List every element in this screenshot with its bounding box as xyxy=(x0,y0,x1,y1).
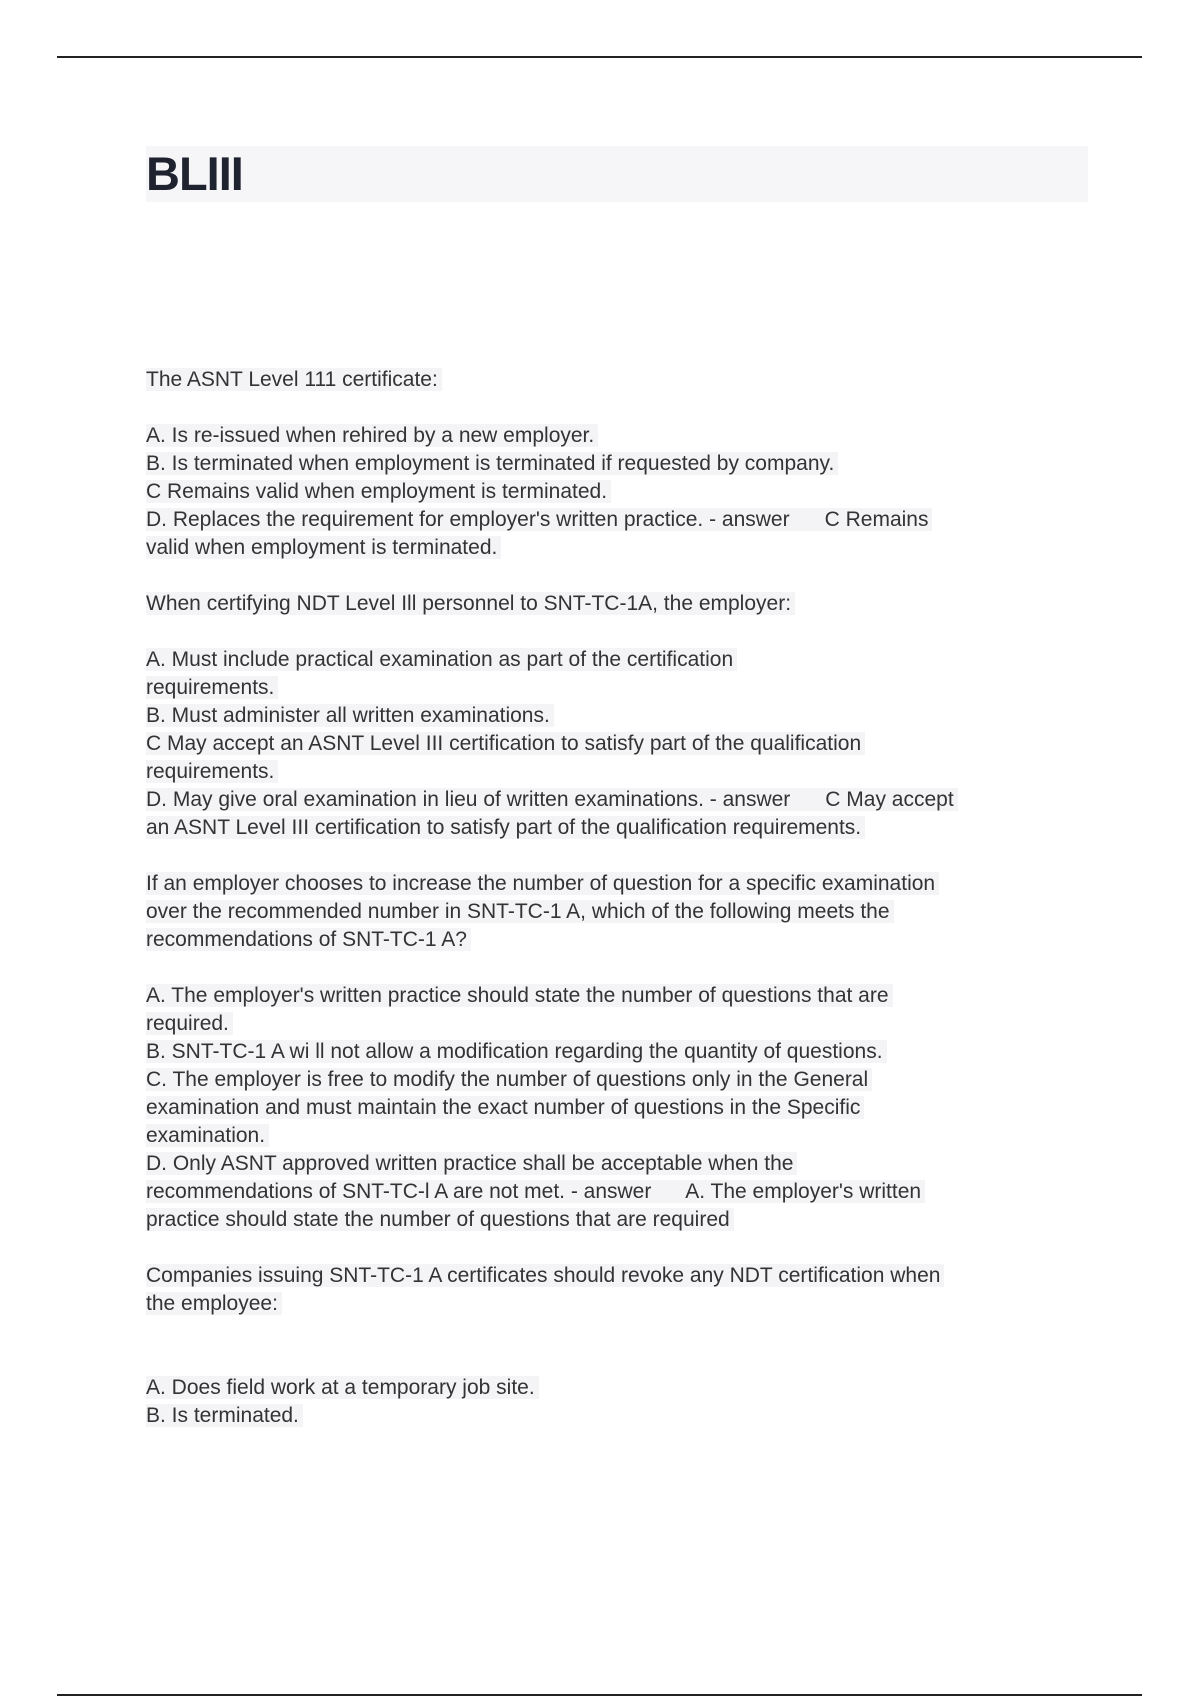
question-text xyxy=(146,870,1106,954)
text-line xyxy=(146,478,1106,506)
text-line xyxy=(146,1374,1106,1402)
text-line-content: A. The employer's written practice should state the number of questions that are xyxy=(146,984,893,1007)
text-line-content: over the recommended number in SNT-TC-1 A, which of the following meets the xyxy=(146,900,894,923)
text-line-content: The ASNT Level 111 certificate: xyxy=(146,368,442,391)
text-line xyxy=(146,702,1106,730)
text-line-content: practice should state the number of questions that are required xyxy=(146,1208,734,1231)
text-line-content: B. Is terminated. xyxy=(146,1404,303,1427)
text-line xyxy=(146,1178,1106,1206)
text-line xyxy=(146,898,1106,926)
answer-options xyxy=(146,1374,1106,1430)
bottom-rule xyxy=(57,1694,1142,1696)
text-line-content: C Remains valid when employment is terminated. xyxy=(146,480,611,503)
text-line-content: examination and must maintain the exact number of questions in the Specific xyxy=(146,1096,864,1119)
text-line xyxy=(146,1038,1106,1066)
question-text xyxy=(146,366,1106,394)
top-rule xyxy=(57,56,1142,58)
text-line xyxy=(146,646,1106,674)
text-line-content: A. Must include practical examination as part of the certification xyxy=(146,648,737,671)
text-line-content: When certifying NDT Level Ill personnel to SNT-TC-1A, the employer: xyxy=(146,592,795,615)
text-line xyxy=(146,1206,1106,1234)
text-line xyxy=(146,870,1106,898)
text-line xyxy=(146,1150,1106,1178)
text-line-content: C. The employer is free to modify the number of questions only in the General xyxy=(146,1068,872,1091)
question-text xyxy=(146,1262,1106,1318)
text-line-content: the employee: xyxy=(146,1292,282,1315)
text-line-content: Companies issuing SNT-TC-1 A certificates should revoke any NDT certification when xyxy=(146,1264,944,1287)
text-line xyxy=(146,674,1106,702)
text-line-content: D. May give oral examination in lieu of written examinations. - answer C May accept xyxy=(146,788,958,811)
text-line xyxy=(146,758,1106,786)
text-line-content: recommendations of SNT-TC-l A are not met. - answer A. The employer's written xyxy=(146,1180,925,1203)
text-line-content: D. Replaces the requirement for employer's written practice. - answer C Remains xyxy=(146,508,932,531)
text-line-content: valid when employment is terminated. xyxy=(146,536,501,559)
text-line-content: If an employer chooses to increase the number of question for a specific examination xyxy=(146,872,939,895)
text-line xyxy=(146,1122,1106,1150)
text-line xyxy=(146,534,1106,562)
text-line xyxy=(146,1290,1106,1318)
text-line xyxy=(146,450,1106,478)
text-line xyxy=(146,982,1106,1010)
text-line-content: C May accept an ASNT Level III certification to satisfy part of the qualification xyxy=(146,732,865,755)
text-line xyxy=(146,1402,1106,1430)
text-line xyxy=(146,786,1106,814)
text-line xyxy=(146,1094,1106,1122)
answer-options xyxy=(146,646,1106,842)
text-line xyxy=(146,422,1106,450)
text-line xyxy=(146,926,1106,954)
title-background xyxy=(146,146,1088,202)
question-text xyxy=(146,590,1106,618)
text-line-content: B. SNT-TC-1 A wi ll not allow a modification regarding the quantity of questions. xyxy=(146,1040,887,1063)
document-body xyxy=(146,366,1106,1458)
answer-options xyxy=(146,982,1106,1234)
text-line-content: an ASNT Level III certification to satisfy part of the qualification requirements. xyxy=(146,816,865,839)
text-line-content: A. Does field work at a temporary job site. xyxy=(146,1376,539,1399)
text-line-content: B. Is terminated when employment is terminated if requested by company. xyxy=(146,452,838,475)
text-line-content: requirements. xyxy=(146,676,278,699)
text-line-content: requirements. xyxy=(146,760,278,783)
answer-options xyxy=(146,422,1106,562)
document-title: BLIII xyxy=(146,147,243,200)
text-line xyxy=(146,1010,1106,1038)
text-line xyxy=(146,814,1106,842)
text-line-content: examination. xyxy=(146,1124,269,1147)
text-line xyxy=(146,730,1106,758)
text-line-content: recommendations of SNT-TC-1 A? xyxy=(146,928,471,951)
text-line xyxy=(146,506,1106,534)
text-line xyxy=(146,366,1106,394)
text-line-content: required. xyxy=(146,1012,233,1035)
text-line-content: D. Only ASNT approved written practice shall be acceptable when the xyxy=(146,1152,797,1175)
text-line xyxy=(146,590,1106,618)
text-line-content: A. Is re-issued when rehired by a new employer. xyxy=(146,424,598,447)
text-line xyxy=(146,1262,1106,1290)
text-line-content: B. Must administer all written examinations. xyxy=(146,704,554,727)
text-line xyxy=(146,1066,1106,1094)
